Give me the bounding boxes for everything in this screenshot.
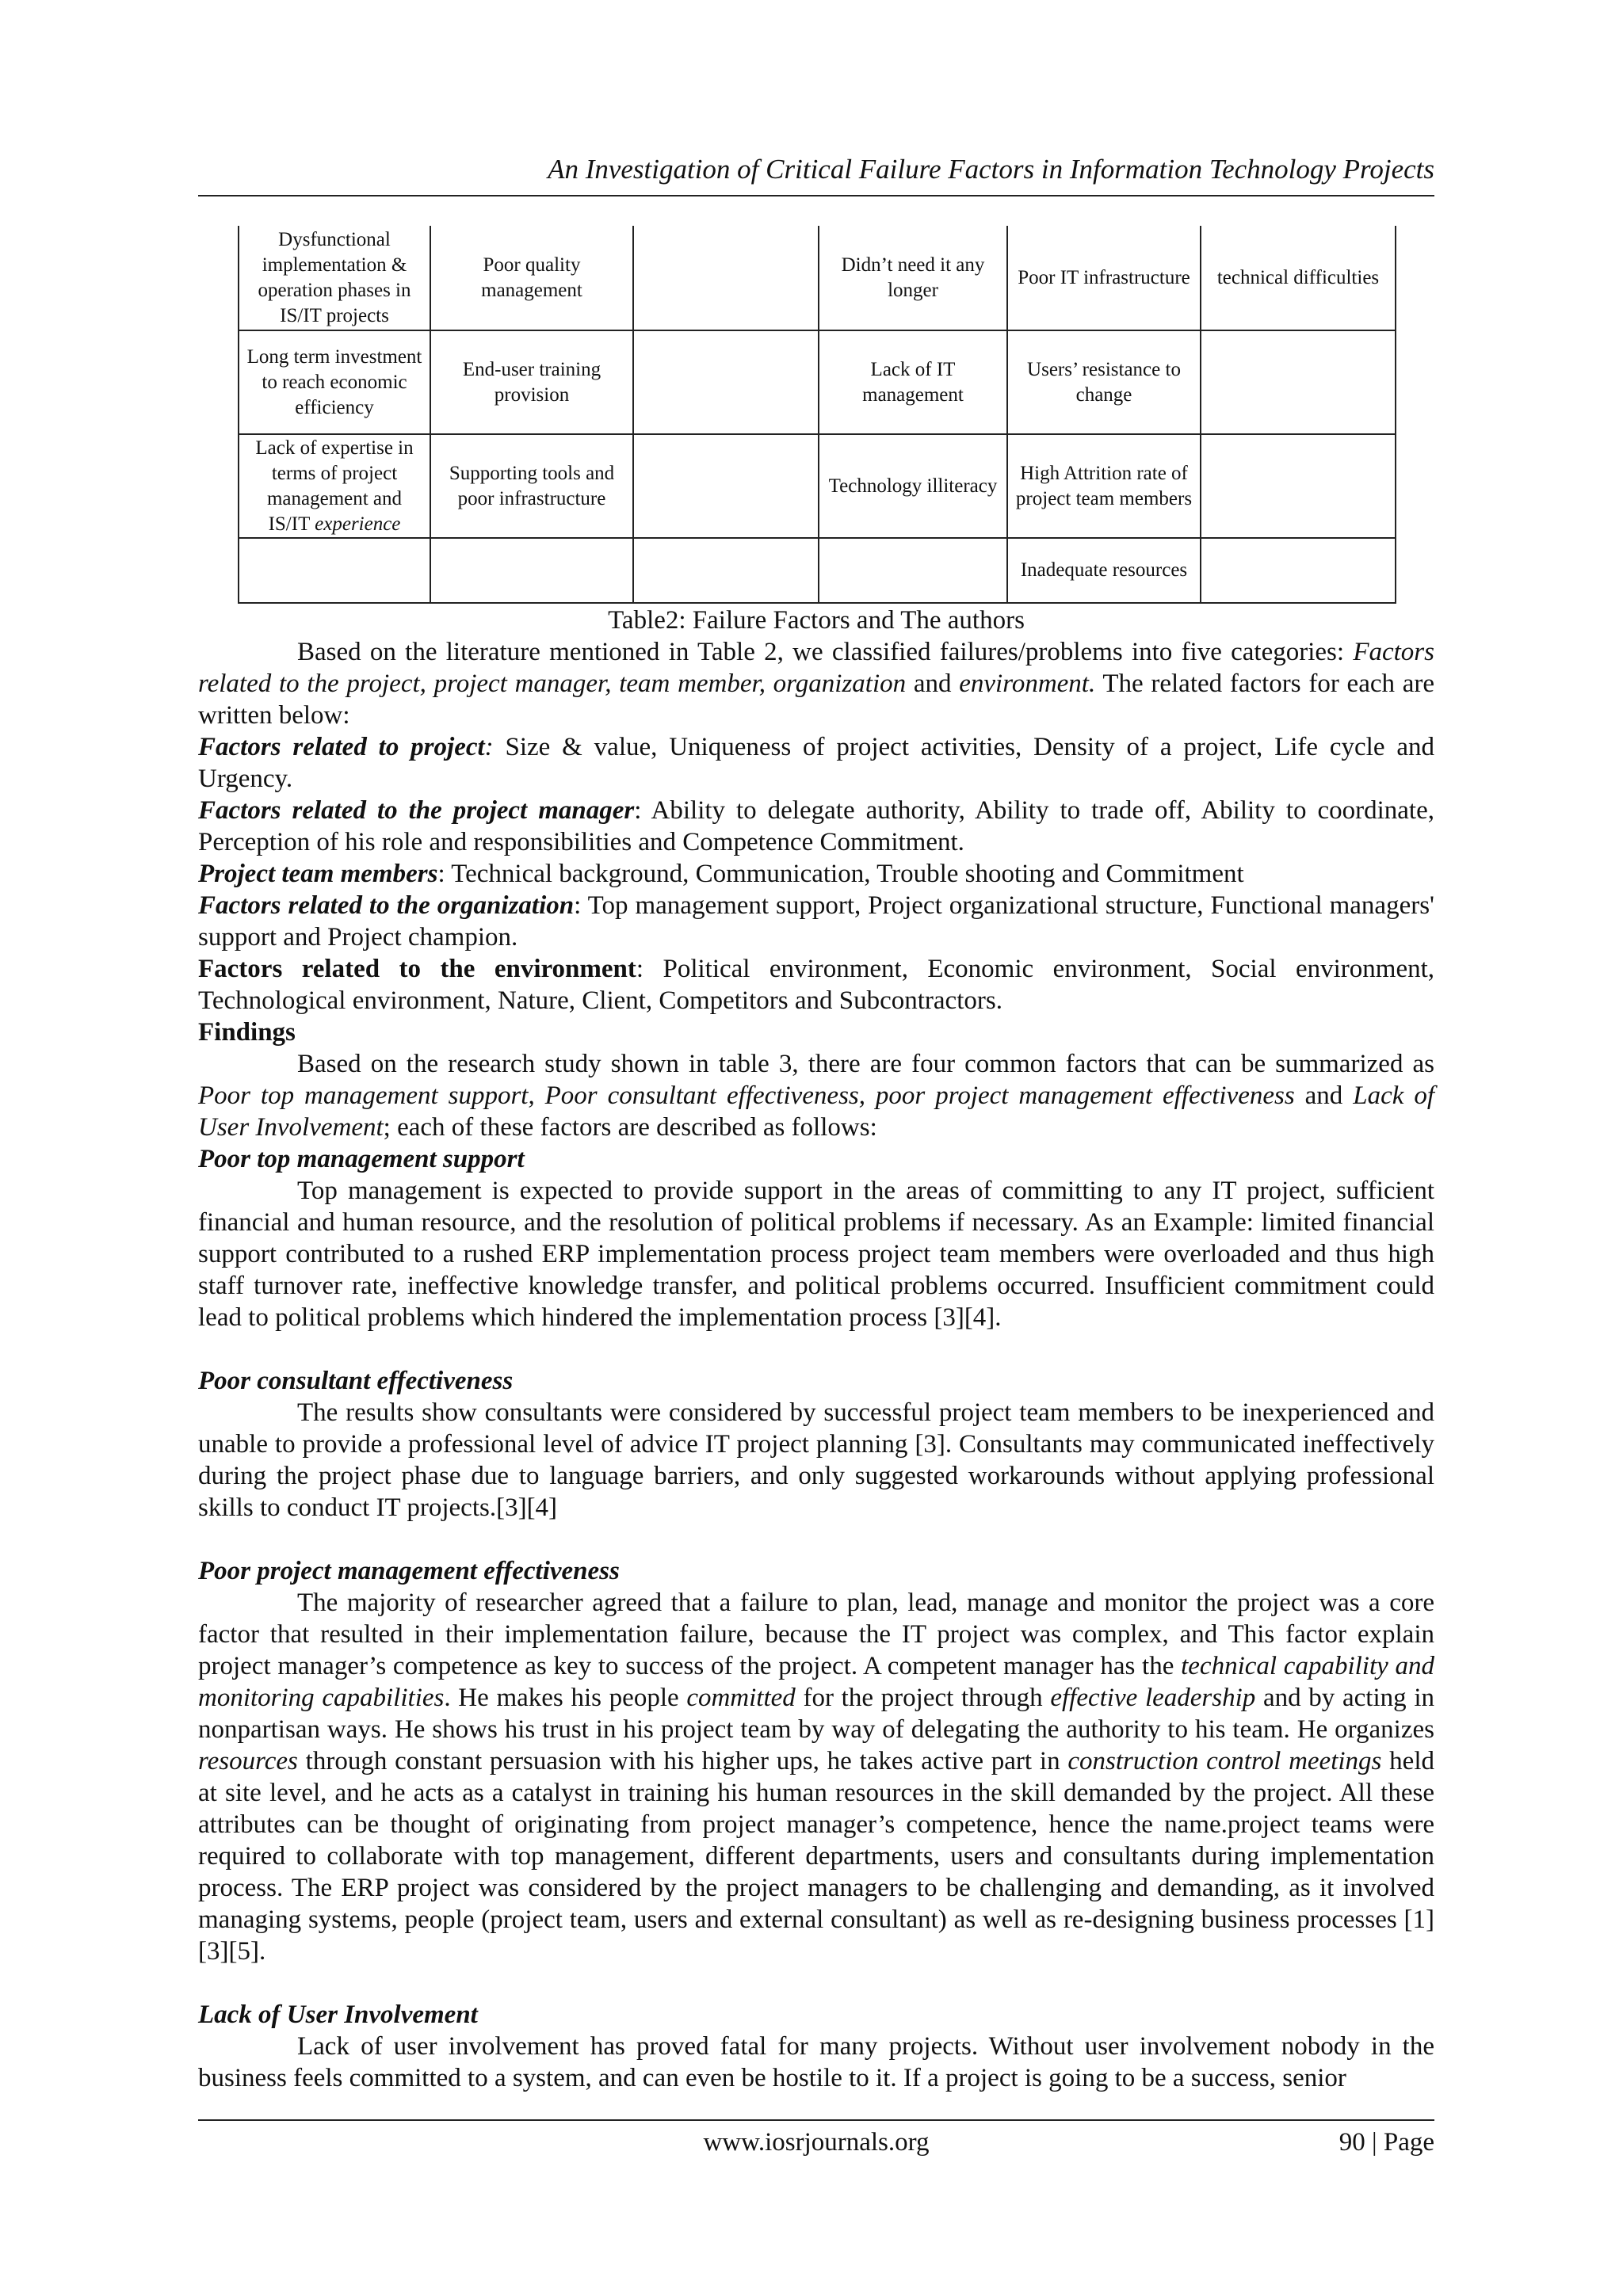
text-italic: Lack of User Involvement xyxy=(198,1081,1434,1142)
factor-label: Factors related to the organization xyxy=(198,891,575,920)
section-heading: Poor project management effectiveness xyxy=(198,1557,620,1585)
table-cell: technical difficulties xyxy=(1201,226,1396,330)
table-cell: Didn’t need it any longer xyxy=(819,226,1007,330)
table-cell: Long term investment to reach economic efficiency xyxy=(239,330,430,434)
text-italic: environment. xyxy=(959,669,1096,698)
text: : Top management support, Project organizational structure, Functional managers' support and Project champion. xyxy=(198,891,1435,952)
factor-label: Factors related to the environment xyxy=(198,955,636,983)
table-cell: High Attrition rate of project team members xyxy=(1007,434,1201,538)
table-cell xyxy=(1201,538,1396,603)
table-cell xyxy=(1201,434,1396,538)
text-italic: resources xyxy=(198,1747,298,1775)
text: : Ability to delegate authority, Ability to trade off, Ability to coordinate, Perception of his role and responsibilities and Competence Commitment. xyxy=(198,796,1434,856)
text-italic: : xyxy=(484,733,494,761)
page-number: 90 | Page xyxy=(1338,2128,1434,2157)
findings-paragraph xyxy=(198,1048,1434,1143)
table-cell: Dysfunctional implementation & operation phases in IS/IT projects xyxy=(239,226,430,330)
running-header-title: An Investigation of Critical Failure Factors in Information Technology Projects xyxy=(548,154,1434,185)
factor-label: Project team members xyxy=(198,860,438,888)
table-cell: Inadequate resources xyxy=(1007,538,1201,603)
text: : Technical background, Communication, Trouble shooting and Commitment xyxy=(437,860,1244,888)
footer-url: www.iosrjournals.org xyxy=(703,2128,930,2157)
text: Size & value, Uniqueness of project activities, Density of a project, Life cycle and Urgency. xyxy=(198,733,1434,793)
text-italic: Factors related to the project, project manager, team member, organization xyxy=(198,638,1434,698)
table-cell xyxy=(430,538,633,603)
text: Based on the research study shown in table 3, there are four common factors that can be summarized as xyxy=(297,1050,1434,1078)
text: through constant persuasion with his higher ups, he takes active part in xyxy=(297,1747,1068,1775)
table-cell xyxy=(633,538,819,603)
text-italic: committed xyxy=(686,1684,796,1712)
factor-project xyxy=(198,731,1434,795)
table-cell: Lack of IT management xyxy=(819,330,1007,434)
table-row xyxy=(239,538,1396,603)
text: and by acting in nonpartisan ways. He shows his trust in his project team by way of delegating the authority to his team. He organizes xyxy=(198,1684,1434,1744)
text: ; each of these factors are described as follows: xyxy=(383,1113,877,1142)
text: The related factors for each are written below: xyxy=(198,669,1434,730)
table-cell xyxy=(633,330,819,434)
section-heading: Poor top management support xyxy=(198,1145,525,1173)
table-cell: Poor IT infrastructure xyxy=(1007,226,1201,330)
text: held at site level, and he acts as a catalyst in training his human resources in the skill demanded by the project. All these attributes can be thought of originating from project manager’s competence, hence the name.project teams were required to collaborate with top management, different departments, users and consultants during implementation process. The ERP project was considered by the project managers to be challenging and demanding, as it involved managing systems, people (project team, users and external consultant) as well as re-designing business processes [1][3][5]. xyxy=(198,1747,1434,1966)
section-heading: Poor consultant effectiveness xyxy=(198,1367,514,1395)
factor-label: Factors related to the project manager xyxy=(198,796,635,825)
table-cell xyxy=(633,226,819,330)
failure-factors-table xyxy=(238,226,1396,604)
document-body xyxy=(198,636,1434,2094)
factor-environment xyxy=(198,953,1434,1016)
text: : Political environment, Economic environment, Social environment, Technological environment, Nature, Client, Competitors and Subcontractors. xyxy=(198,955,1435,1015)
table-row xyxy=(239,226,1396,330)
text-italic: construction control meetings xyxy=(1067,1747,1382,1775)
text: The majority of researcher agreed that a failure to plan, lead, manage and monitor the project was a core factor that resulted in their implementation failure, because the IT project was complex, and This factor explain project manager’s competence as key to success of the project. A competent manager has the xyxy=(198,1589,1434,1680)
factor-label: Factors related to project xyxy=(198,733,485,761)
factor-organization xyxy=(198,890,1434,953)
intro-paragraph xyxy=(198,636,1434,731)
cell-text: Lack of expertise in terms of project management and IS/IT xyxy=(255,437,414,535)
table-cell xyxy=(239,538,430,603)
section-paragraph: Top management is expected to provide support in the areas of committing to any IT project, sufficient financial and human resource, and the resolution of political problems if necessary. As an Example: limited financial support contributed to a rushed ERP implementation process project team members were overloaded and thus high staff turnover rate, ineffective knowledge transfer, and political problems occurred. Insufficient commitment could lead to political problems which hindered the implementation process [3][4]. xyxy=(198,1177,1434,1332)
text: . He makes his people xyxy=(444,1684,687,1712)
text: and xyxy=(906,669,960,698)
table-cell xyxy=(239,434,430,538)
table-cell xyxy=(819,538,1007,603)
text: Based on the literature mentioned in Table 2, we classified failures/problems into five categories: xyxy=(297,638,1354,666)
text: and xyxy=(1294,1081,1354,1110)
cell-text-italic: experience xyxy=(315,513,401,535)
section-paragraph: The results show consultants were considered by successful project team members to be inexperienced and unable to provide a professional level of advice IT project planning [3]. Consultants may communicated ineffectively during the project phase due to language barriers, and only suggested workarounds without applying professional skills to conduct IT projects.[3][4] xyxy=(198,1398,1434,1522)
text-italic: effective leadership xyxy=(1050,1684,1256,1712)
section-heading: Lack of User Involvement xyxy=(198,2000,478,2029)
table-cell: Technology illiteracy xyxy=(819,434,1007,538)
table-cell: End-user training provision xyxy=(430,330,633,434)
factor-manager xyxy=(198,795,1434,858)
section-paragraph xyxy=(198,1587,1434,1967)
table-cell: Supporting tools and poor infrastructure xyxy=(430,434,633,538)
table-row xyxy=(239,330,1396,434)
table-cell: Poor quality management xyxy=(430,226,633,330)
header-rule xyxy=(198,195,1434,196)
section-paragraph: Lack of user involvement has proved fatal for many projects. Without user involvement nobody in the business feels committed to a system, and can even be hostile to it. If a project is going to be a success, senior xyxy=(198,2032,1434,2092)
footer-rule xyxy=(198,2119,1434,2121)
table-cell: Users’ resistance to change xyxy=(1007,330,1201,434)
text: for the project through xyxy=(795,1684,1051,1712)
table-row xyxy=(239,434,1396,538)
text-italic: Poor top management support, Poor consultant effectiveness, poor project management effectiveness xyxy=(198,1081,1295,1110)
text-italic: technical capability and monitoring capabilities xyxy=(198,1652,1435,1712)
table-cell xyxy=(1201,330,1396,434)
findings-heading: Findings xyxy=(198,1018,296,1047)
factor-team xyxy=(198,858,1434,890)
table-cell xyxy=(633,434,819,538)
table-caption: Table2: Failure Factors and The authors xyxy=(608,606,1025,635)
